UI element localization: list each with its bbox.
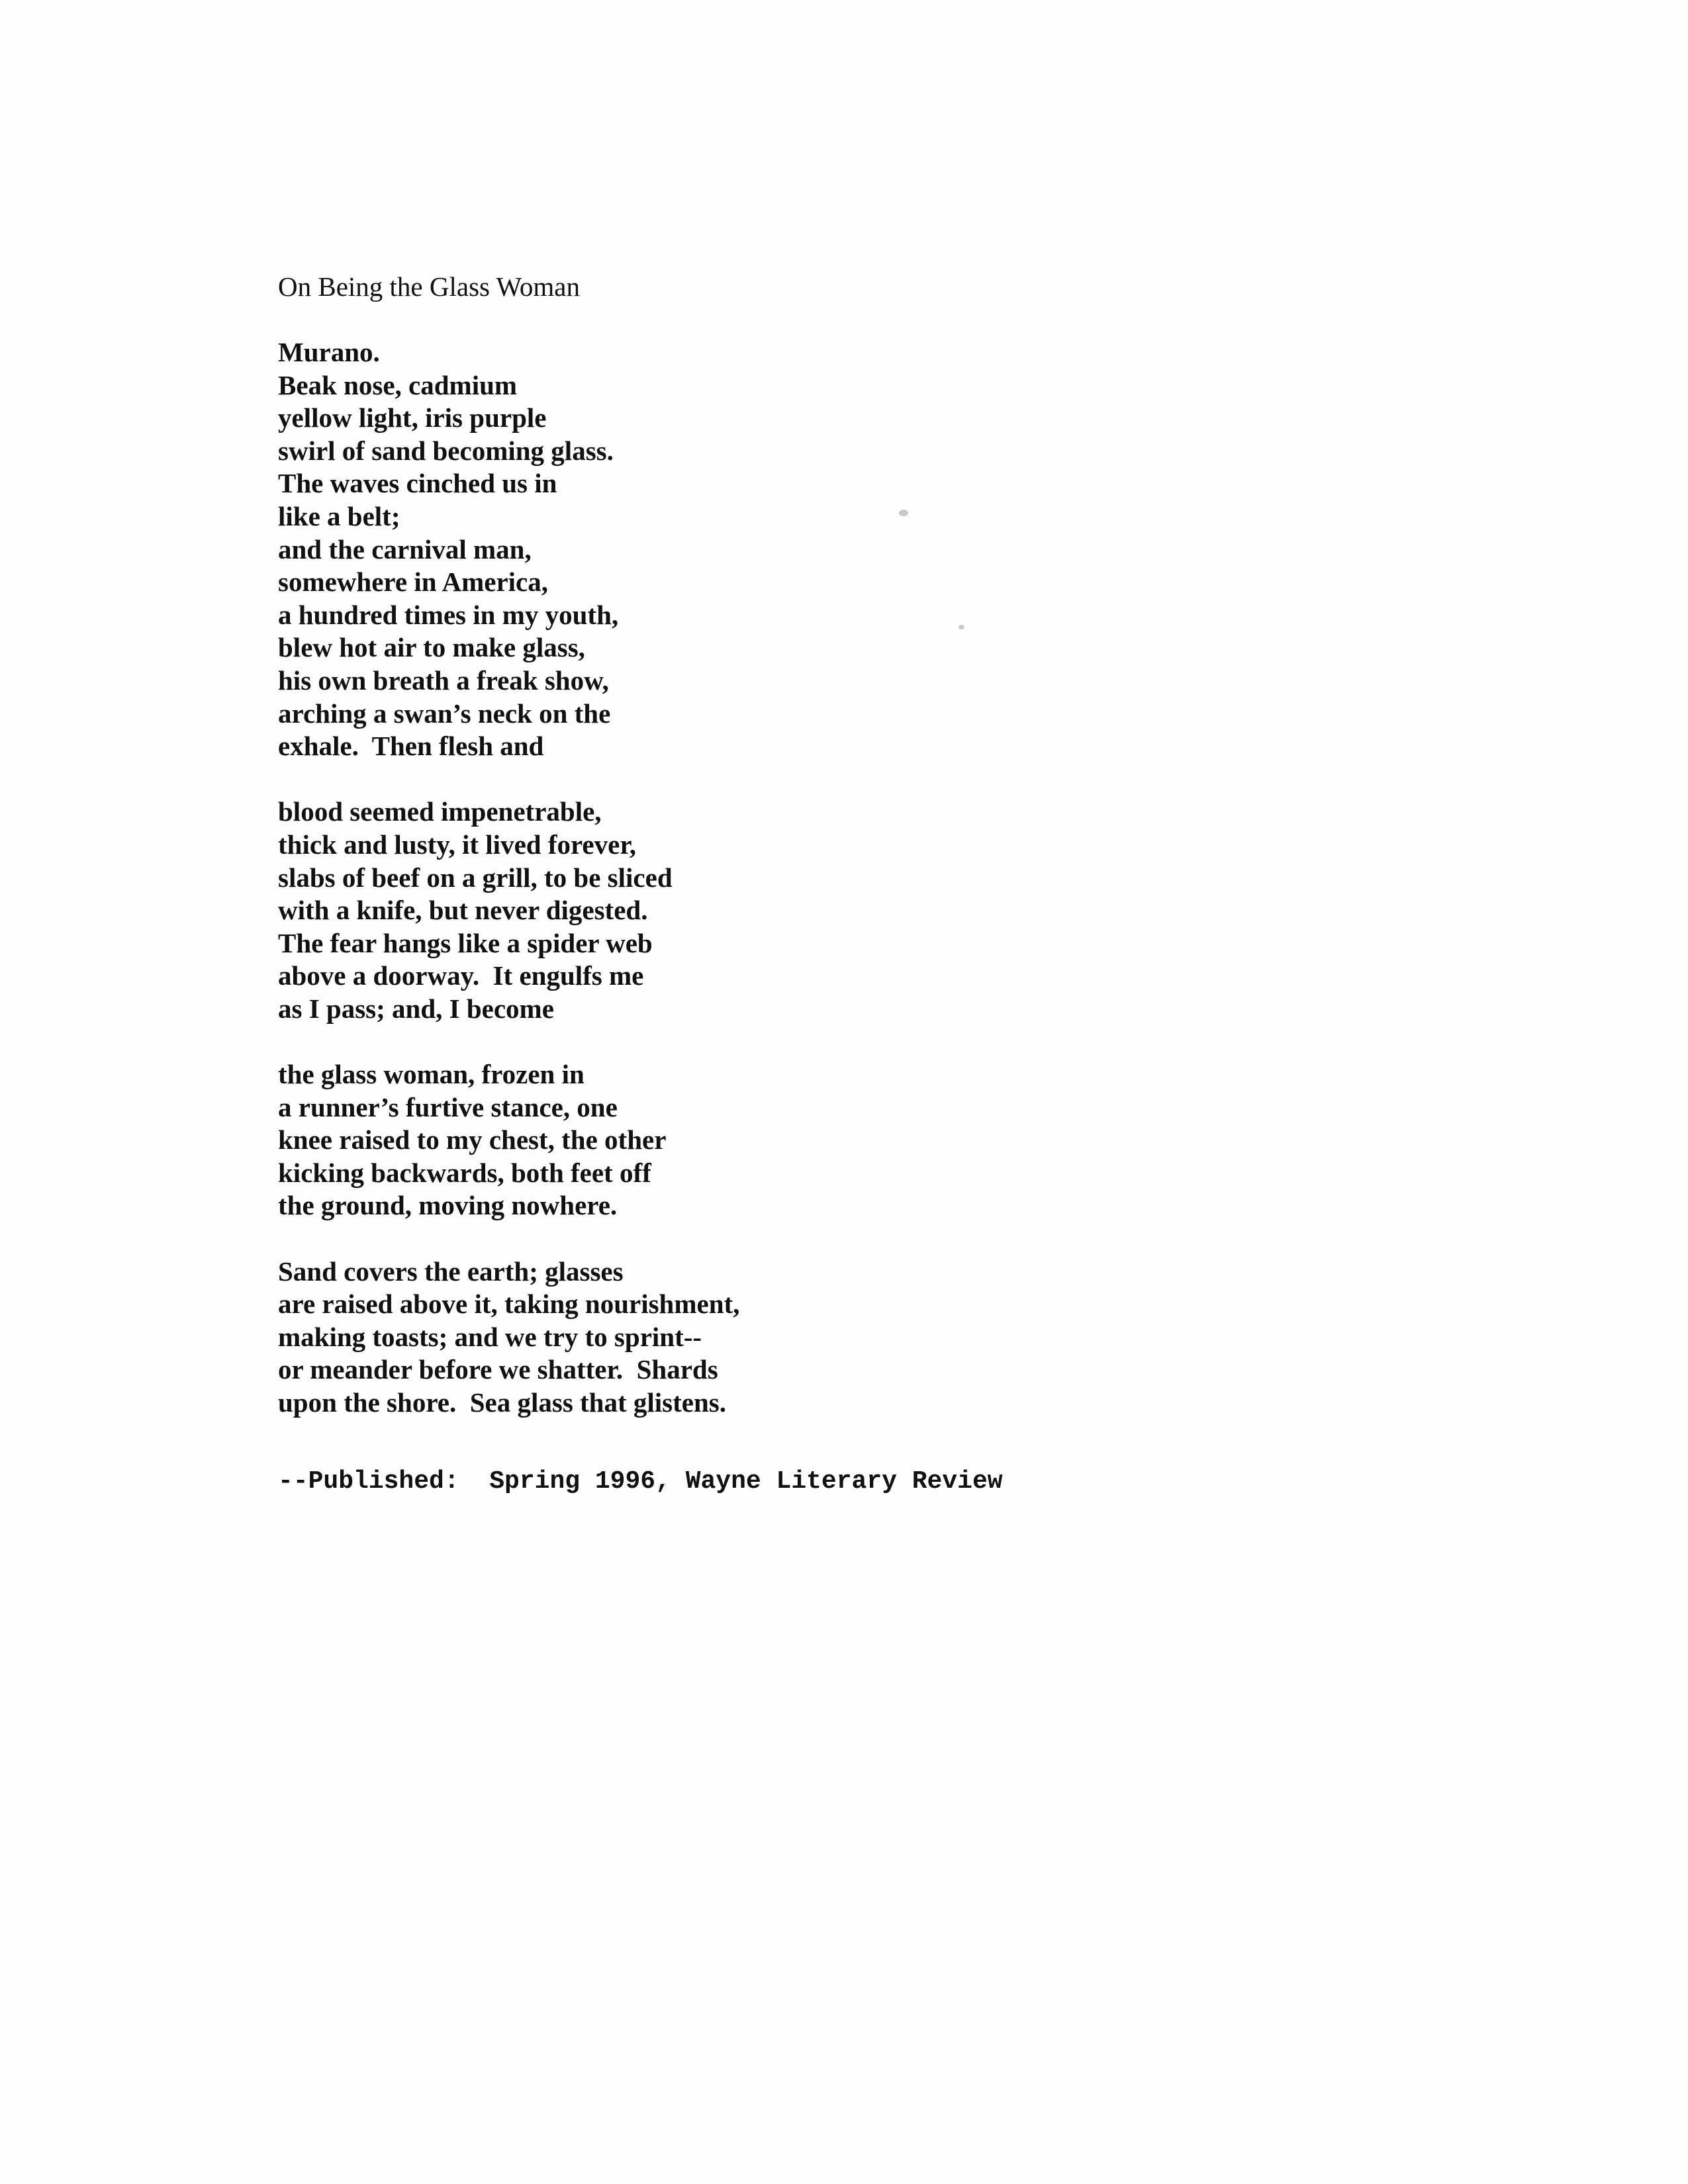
paper-speck	[899, 510, 908, 516]
publication-note: --Published: Spring 1996, Wayne Literary Review	[278, 1467, 1003, 1496]
title-spacer	[278, 303, 1470, 336]
poem-title: On Being the Glass Woman	[278, 271, 581, 302]
poem-line: like a belt;	[278, 500, 400, 531]
poem-line: arching a swan’s neck on the	[278, 698, 611, 729]
stanza	[278, 1058, 1470, 1222]
poem-line: as I pass; and, I become	[278, 993, 554, 1024]
poem-line: yellow light, iris purple	[278, 402, 547, 433]
poem-line: above a doorway. It engulfs me	[278, 960, 644, 991]
poem-line: somewhere in America,	[278, 567, 548, 598]
poem-line: swirl of sand becoming glass.	[278, 435, 614, 466]
stanza	[278, 796, 1470, 1025]
poem-line: blew hot air to make glass,	[278, 632, 585, 663]
poem-line: upon the shore. Sea glass that glistens.	[278, 1387, 726, 1418]
poem-line: slabs of beef on a grill, to be sliced	[278, 862, 673, 893]
poem-body	[278, 336, 1470, 1420]
poem-line: Beak nose, cadmium	[278, 369, 518, 400]
poem-line: Sand covers the earth; glasses	[278, 1255, 624, 1287]
poem-line: a hundred times in my youth,	[278, 599, 619, 630]
poem-line: knee raised to my chest, the other	[278, 1124, 667, 1156]
poem-line: the ground, moving nowhere.	[278, 1190, 618, 1221]
poem-line: exhale. Then flesh and	[278, 731, 544, 762]
poem-line: kicking backwards, both feet off	[278, 1157, 651, 1188]
stanza-break	[278, 763, 1470, 796]
poem-line: The waves cinched us in	[278, 468, 557, 499]
poem-line: blood seemed impenetrable,	[278, 796, 602, 827]
paper-speck	[959, 625, 964, 629]
poem-line: and the carnival man,	[278, 533, 532, 565]
stanza-break	[278, 1025, 1470, 1058]
poem-line: The fear hangs like a spider web	[278, 927, 653, 958]
poem-line: Murano.	[278, 337, 380, 367]
poem-line: a runner’s furtive stance, one	[278, 1091, 618, 1122]
poem-line: his own breath a freak show,	[278, 664, 609, 696]
poem-line: making toasts; and we try to sprint--	[278, 1321, 702, 1352]
poem-line: are raised above it, taking nourishment,	[278, 1289, 740, 1320]
poem-line: with a knife, but never digested.	[278, 895, 648, 926]
poem-line: the glass woman, frozen in	[278, 1059, 585, 1090]
poem-line: thick and lusty, it lived forever,	[278, 829, 637, 860]
poem	[278, 270, 1470, 1420]
stanza-break	[278, 1222, 1470, 1255]
poem-line: or meander before we shatter. Shards	[278, 1354, 718, 1385]
stanza	[278, 1255, 1470, 1420]
stanza	[278, 336, 1470, 763]
